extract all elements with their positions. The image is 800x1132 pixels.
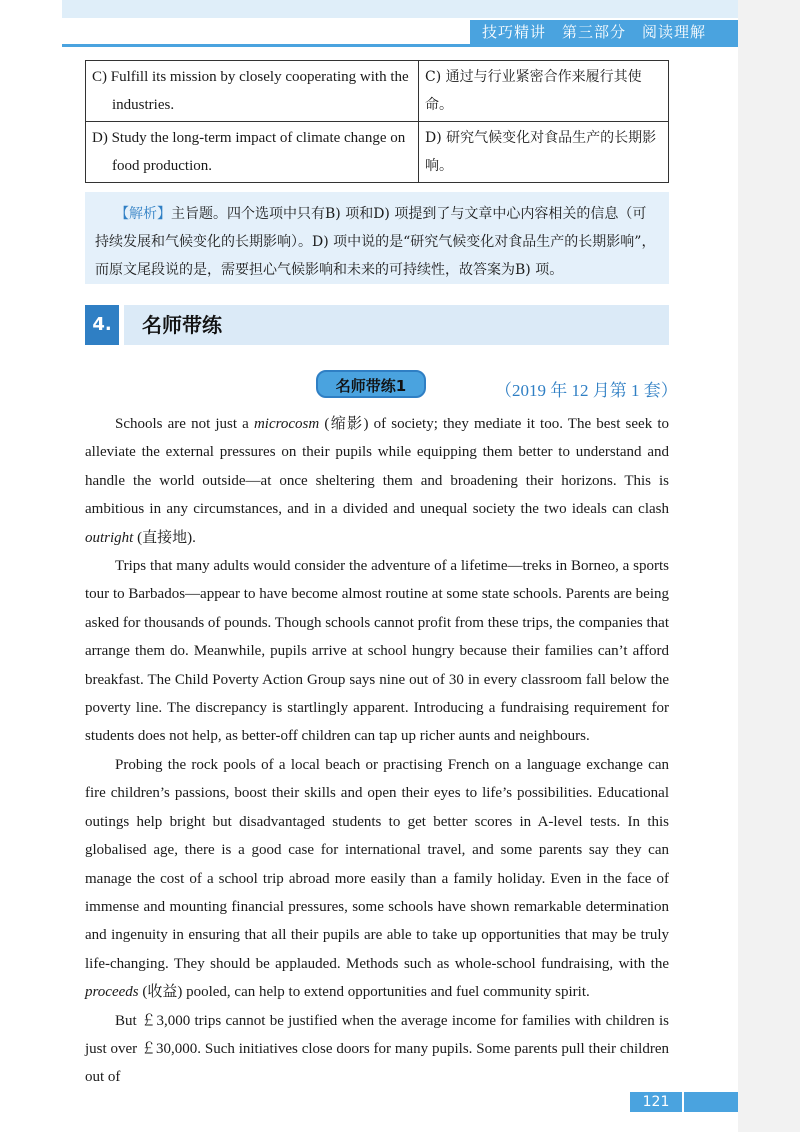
option-c-english: C) Fulfill its mission by closely cooperating with the industries.	[86, 61, 419, 122]
glossed-term: outright	[85, 529, 134, 546]
table-row	[86, 61, 669, 122]
analysis-box	[85, 192, 669, 284]
section-title: 名师带练	[124, 305, 669, 345]
option-d-chinese: D) 研究气候变化对食品生产的长期影响。	[419, 122, 669, 183]
option-c-chinese: C) 通过与行业紧密合作来履行其使命。	[419, 61, 669, 122]
running-header: 技巧精讲 第三部分 阅读理解	[470, 20, 738, 44]
section-number: 4.	[85, 305, 119, 345]
glossed-term: proceeds	[85, 984, 139, 1001]
analysis-text: 主旨题。四个选项中只有B) 项和D) 项提到了与文章中心内容相关的信息（可持续发展和气候变化的长期影响）。D) 项中说的是“研究气候变化对食品生产的长期影响”，而原文尾段说的是，需要担心气候影响和未来的可持续性，故答案为B) 项。	[95, 206, 656, 278]
page-edge-shadow	[738, 0, 800, 1132]
page-number: 121	[630, 1092, 682, 1112]
header-rule	[62, 44, 738, 47]
paragraph: Trips that many adults would consider the adventure of a lifetime—treks in Borneo, a sports tour to Barbados—appear to have become almost routine at some state schools. Parents are being asked for thousands of pounds. Though schools cannot profit from these trips, the companies that arrange them do. Meanwhile, pupils arrive at school hungry because their families can’t afford breakfast. The Child Poverty Action Group says nine out of 30 in every classroom fall below the poverty line. The discrepancy is startlingly apparent. Introducing a fundraising requirement for students does not help, as better-off children can tap up richer aunts and neighbours.	[85, 558, 669, 745]
table-row	[86, 122, 669, 183]
option-d-english: D) Study the long-term impact of climate change on food production.	[86, 122, 419, 183]
practice-badge: 名师带练1	[316, 370, 426, 398]
glossed-term: microcosm	[253, 416, 320, 432]
paragraph: Probing the rock pools of a local beach or practising French on a language exchange can fire children’s passions, boost their skills and open their eyes to life’s possibilities. Educational outings help bright but disadvantaged students to get better scores in A-level tests. In this globalised age, there is a good case for international travel, and some parents say they can manage the cost of a school trip abroad more easily than a family holiday. Even in the face of immense and mounting financial pressures, some schools have shown remarkable determination and ingenuity in ensuring that all their pupils are able to take up opportunities that may be truly life-changing. They should be applauded. Methods such as whole-school fundraising, with the proceeds (收益) pooled, can help to extend opportunities and fuel community spirit.	[85, 756, 669, 1001]
analysis-tag: 【解析】	[115, 206, 171, 222]
exam-source: （2019 年 12 月第 1 套）	[495, 381, 678, 400]
options-table	[85, 60, 669, 183]
page-number-bar	[684, 1092, 738, 1112]
top-decor-strip	[62, 0, 738, 18]
paragraph: Schools are not just a microcosm (缩影) of society; they mediate it too. The best seek to alleviate the external pressures on their pupils while equipping them better to understand and handle the world outside—at once sheltering them and broadening their horizons. This is ambitious in any circumstances, and in a divided and unequal society the two ideals can clash outright (直接地).	[85, 416, 669, 546]
paragraph: But ￡3,000 trips cannot be justified when the average income for families with children is just over ￡30,000. Such initiatives close doors for many pupils. Some parents pull their children out of	[85, 1012, 669, 1086]
reading-passage	[85, 410, 669, 1092]
